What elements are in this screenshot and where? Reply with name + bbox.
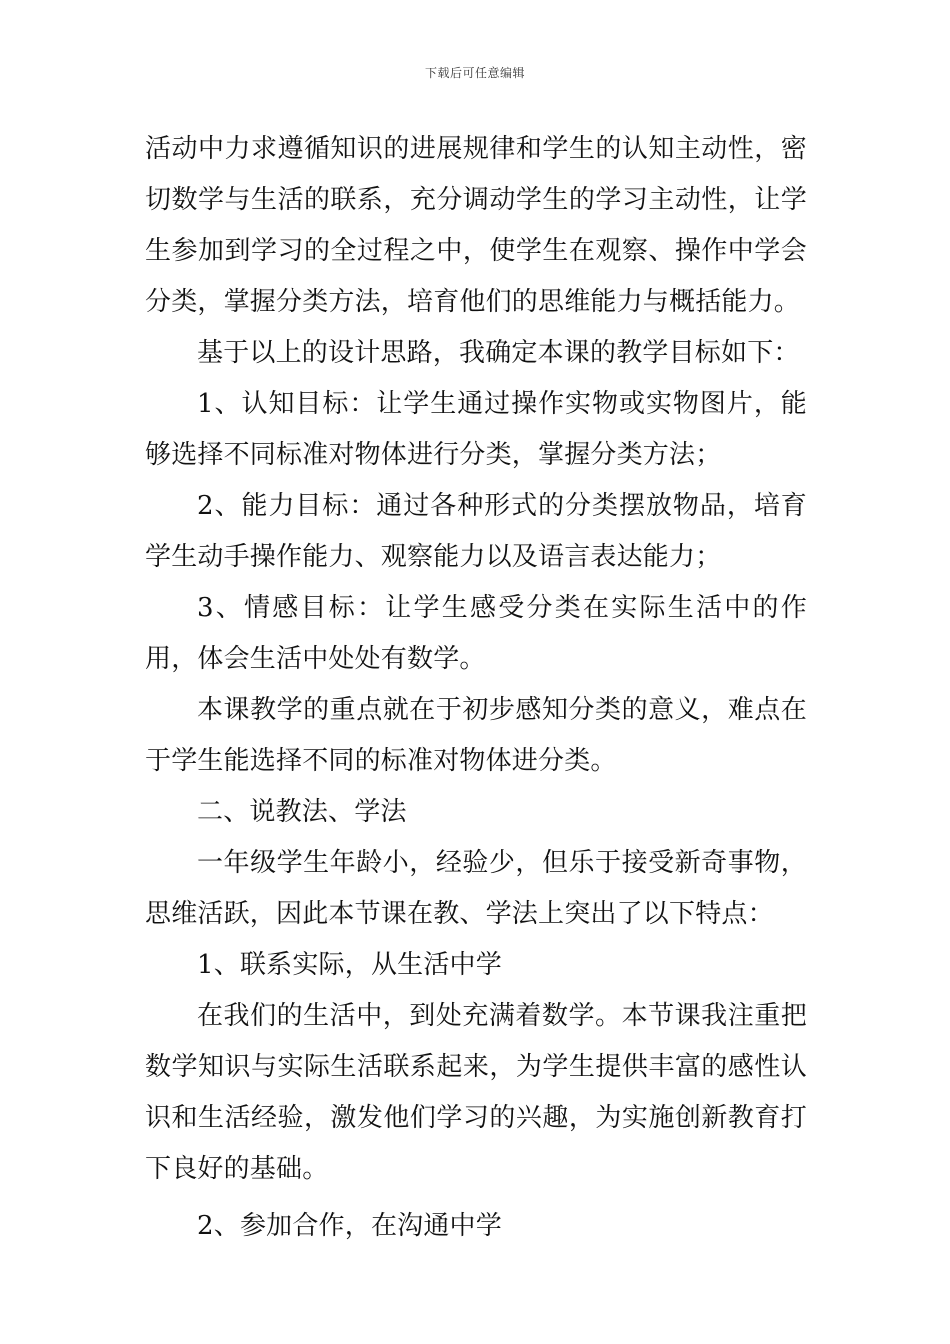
subheading-real-life: 1、联系实际，从生活中学 [197,950,502,980]
paragraph-goals-intro: 基于以上的设计思路，我确定本课的教学目标如下： [197,338,800,368]
paragraph-goal-emotion: 3、情感目标：让学生感受分类在实际生活中的作用，体会生活中处处有数学。 [145,593,807,674]
page-header: 下载后可任意编辑 [424,66,525,80]
paragraph-goal-ability: 2、能力目标：通过各种形式的分类摆放物品，培育学生动手操作能力、观察能力以及语言表达能力； [145,491,807,572]
document-body [145,124,807,1252]
subheading-cooperation: 2、参加合作，在沟通中学 [197,1211,502,1241]
section-heading-methods: 二、说教法、学法 [197,797,407,827]
paragraph-intro: 活动中力求遵循知识的进展规律和学生的认知主动性，密切数学与生活的联系，充分调动学生的学习主动性，让学生参加到学习的全过程之中，使学生在观察、操作中学会分类，掌握分类方法，培育他们的思维能力与概括能力。 [145,134,807,317]
paragraph-key-points: 本课教学的重点就在于初步感知分类的意义，难点在于学生能选择不同的标准对物体进分类。 [145,695,807,776]
paragraph-student-traits: 一年级学生年龄小，经验少，但乐于接受新奇事物，思维活跃，因此本节课在教、学法上突出了以下特点： [145,848,807,929]
paragraph-real-life: 在我们的生活中，到处充满着数学。本节课我注重把数学知识与实际生活联系起来，为学生提供丰富的感性认识和生活经验，激发他们学习的兴趣，为实施创新教育打下良好的基础。 [145,1001,807,1184]
paragraph-goal-cognitive: 1、认知目标：让学生通过操作实物或实物图片，能够选择不同标准对物体进行分类，掌握分类方法； [145,389,807,470]
